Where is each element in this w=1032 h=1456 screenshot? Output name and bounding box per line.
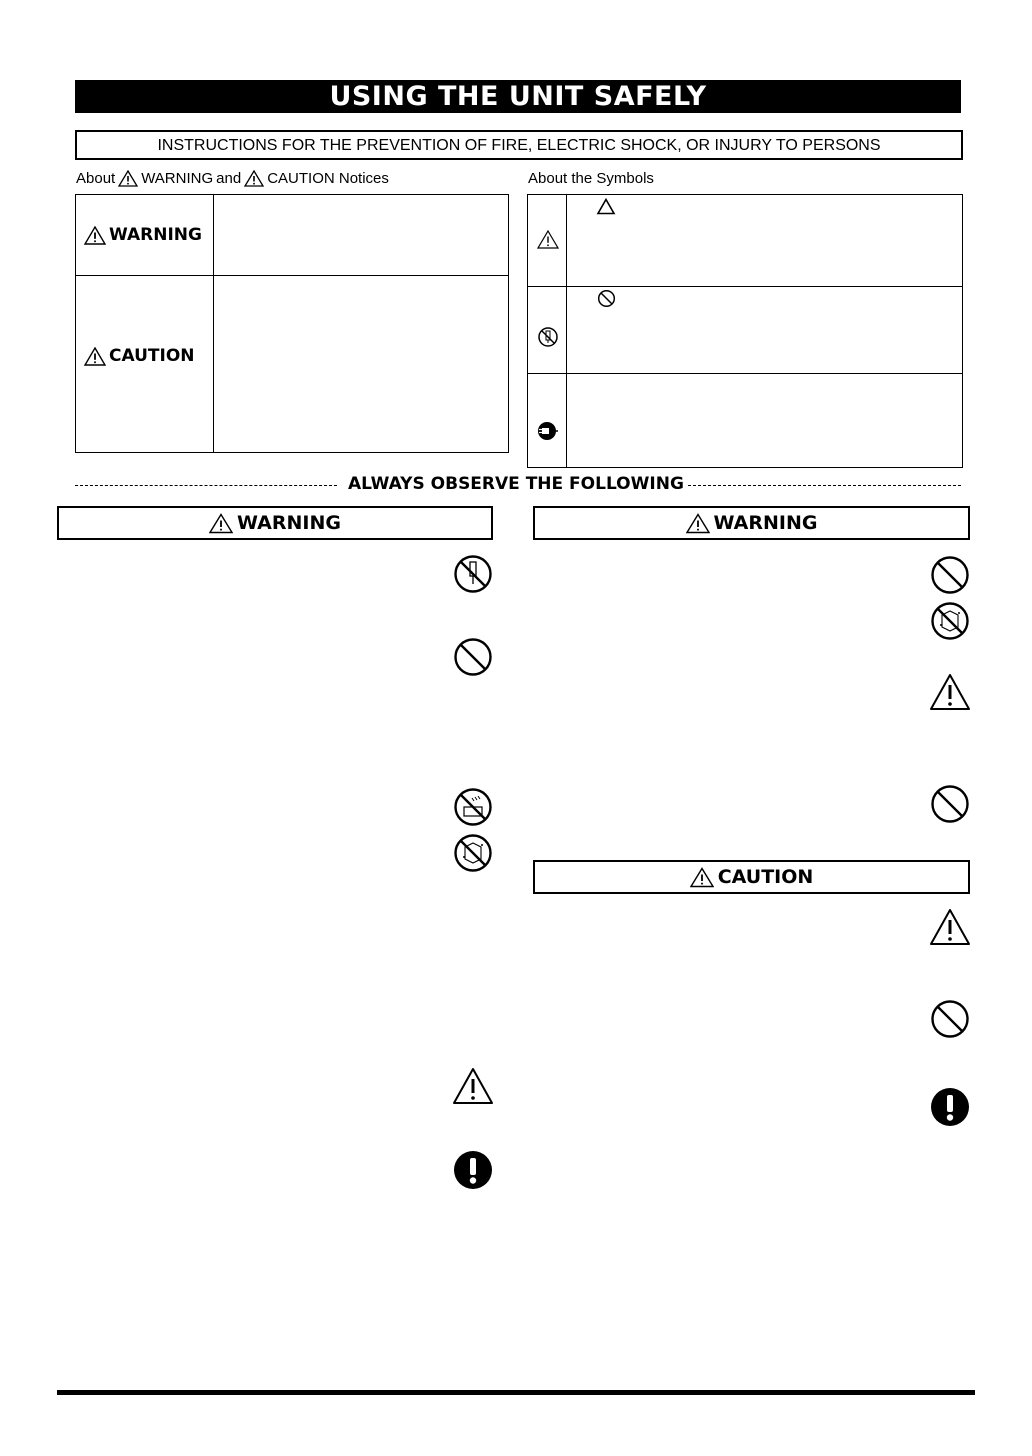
symbols-caption: About the Symbols: [528, 170, 654, 187]
warning-triangle-icon: [452, 1067, 494, 1105]
page-subtitle: INSTRUCTIONS FOR THE PREVENTION OF FIRE, ELECTRIC SHOCK, OR INJURY TO PERSONS: [75, 130, 963, 160]
warning-triangle-icon: [690, 867, 714, 888]
observe-heading: ALWAYS OBSERVE THE FOLLOWING: [348, 474, 684, 494]
prohibited-icon: [930, 555, 970, 595]
warning-notice-label: [84, 225, 202, 245]
table-divider: [528, 373, 962, 374]
prohibited-disassemble-icon: [453, 554, 493, 594]
right-warning-label: WARNING: [713, 512, 818, 534]
table-divider: [213, 195, 214, 452]
left-warning-header: [57, 506, 493, 540]
prohibited-disassemble-icon: [537, 326, 559, 348]
warning-triangle-icon: [929, 673, 971, 711]
caption-about-text: About: [76, 170, 116, 187]
warning-triangle-icon: [537, 230, 559, 249]
caution-notice-label: [84, 346, 195, 366]
warning-triangle-icon: [118, 170, 138, 187]
symbols-table: [527, 194, 963, 468]
right-warning-header: [533, 506, 970, 540]
warning-triangle-icon: [686, 513, 710, 534]
warning-triangle-icon: [244, 170, 264, 187]
table-divider: [76, 275, 508, 276]
dashed-divider: [75, 485, 337, 486]
table-divider: [528, 286, 962, 287]
prohibited-icon: [930, 999, 970, 1039]
warning-triangle-icon: [84, 226, 106, 245]
notices-caption: [76, 170, 389, 187]
right-caution-header: [533, 860, 970, 894]
no-liquid-icon: [930, 601, 970, 641]
mandatory-action-icon: [930, 1087, 970, 1127]
right-caution-label: CAUTION: [717, 866, 814, 888]
caption-caution-text: CAUTION Notices: [267, 170, 389, 187]
warning-triangle-icon: [929, 908, 971, 946]
notices-table: [75, 194, 509, 453]
triangle-outline-icon: [596, 198, 616, 215]
warning-triangle-icon: [209, 513, 233, 534]
unplug-icon: [537, 420, 559, 442]
caption-and-text: and: [216, 170, 242, 187]
no-liquid-icon: [453, 833, 493, 873]
footer-rule: [57, 1390, 975, 1395]
no-water-icon: [453, 787, 493, 827]
warning-triangle-icon: [84, 347, 106, 366]
mandatory-action-icon: [453, 1150, 493, 1190]
prohibited-icon: [930, 784, 970, 824]
page-title: USING THE UNIT SAFELY: [75, 80, 961, 113]
table-divider: [566, 195, 567, 467]
dashed-divider: [688, 485, 961, 486]
prohibited-icon: [453, 637, 493, 677]
left-warning-label: WARNING: [237, 512, 341, 534]
caption-warning-text: WARNING: [141, 170, 214, 187]
prohibited-icon: [597, 289, 616, 308]
caution-label-text: CAUTION: [109, 346, 195, 366]
warning-label-text: WARNING: [109, 225, 202, 245]
